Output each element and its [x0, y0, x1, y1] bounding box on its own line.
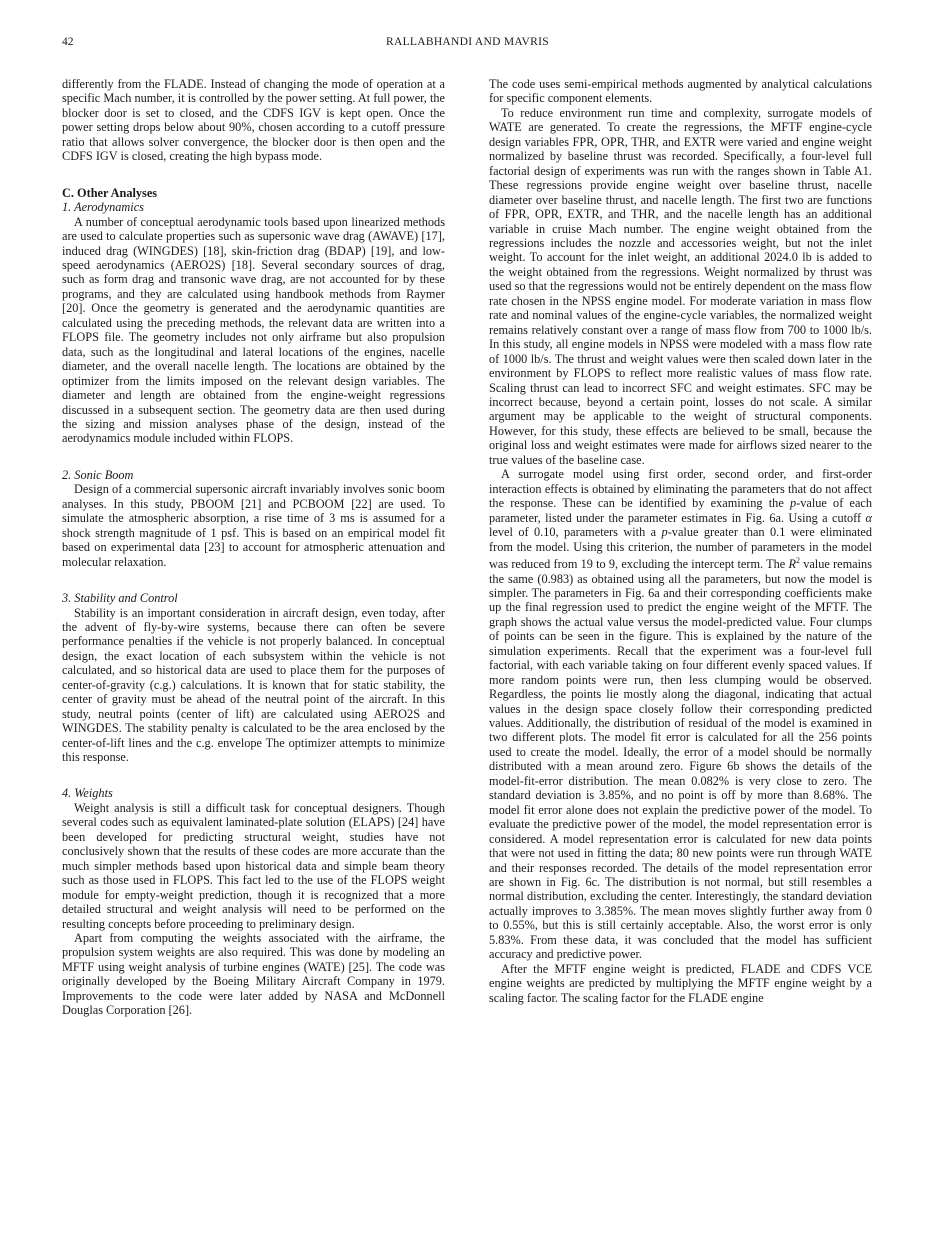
- text-run: level of 0.10, parameters with a: [489, 525, 662, 540]
- subsection-heading-weights: 4. Weights: [62, 786, 113, 801]
- subsection-heading-sonic-boom: 2. Sonic Boom: [62, 467, 134, 482]
- math-p: p: [789, 496, 797, 511]
- paragraph-aerodynamics: A number of conceptual aerodynamic tools based upon linearized methods are used to calculate properties such as supersonic wave drag (AWAVE) [17], induced drag (WINGDES) [18], skin-friction drag (BDAP) [19], and low-speed aerodynamics (AERO2S) [18]. Several secondary sources of drag, such as form drag and transonic wave drag, are not accounted for by these programs, and they are calculated using handbook methods from Raymer [20]. Once the geometry is generated and the aerodynamic quantities are calculated using the preceding methods, the relevant data are written into a FLOPS file. The geometry includes not only airframe but also propulsion data, such as the longitudinal and lateral locations of the engines, nacelle diameter, and the overall nacelle length. The locations are obtained by the optimizer from the limits imposed on the relevant design variables. The diameter and length are obtained from the engine-weight regressions discussed in a subsequent section. The geometry data are then used during the sizing and mission analyses phase of the design, instead of the aerodynamics module included within FLOPS.: [62, 214, 445, 446]
- paragraph-weights-1: Weight analysis is still a difficult task for conceptual designers. Though several codes such as equivalent laminated-plate solution (ELAPS) [24] have been developed for predicting structural weight, studies have not conclusively shown that the results of these codes are more accurate than the much simpler methods based upon historical data and simple beam theory such as those used in FLOPS. This fact led to the use of the FLOPS weight module for empty-weight prediction, though it is recognized that a more detailed structural and weight analysis will need to be performed on the resulting concepts before proceeding to preliminary design.: [62, 800, 445, 931]
- paragraph-engine-scaling: After the MFTF engine weight is predicted, FLADE and CDFS VCE engine weights are predicted by multiplying the MFTF engine weight by a scaling factor. The scaling factor for the FLADE engine: [489, 961, 872, 1005]
- left-column: [62, 77, 445, 1018]
- text-run: -value of each parameter, listed under the parameter estimates in Fig. 6a. Using a cutoff: [489, 496, 873, 525]
- paragraph-weights-2: Apart from computing the weights associated with the airframe, the propulsion system weights are also required. This was done by modeling an MFTF using weight analysis of turbine engines (WATE) [25]. The code was originally developed by the Boeing Military Aircraft Company in 1979. Improvements to the code were later added by NASA and McDonnell Douglas Corporation [26].: [62, 931, 445, 1018]
- text-run: -value greater than 0.1 were eliminated from the model. Using this criterion, the number of parameters in the model was reduced from 19 to 9, excluding the intercept term. The: [489, 525, 873, 572]
- page-header: [62, 36, 873, 52]
- paragraph-surrogate-regression: [489, 467, 872, 962]
- paragraph-sonic-boom: Design of a commercial supersonic aircraft invariably involves sonic boom analyses. In this study, PBOOM [21] and PCBOOM [22] are used. To simulate the atmospheric absorption, a rise time of 3 ms is assumed for a shock strength magnitude of 1 psf. This is based on an empirical model fit based on experimental data [23] to account for atmospheric attenuation and molecular relaxation.: [62, 482, 445, 569]
- paragraph-surrogate-models: To reduce environment run time and complexity, surrogate models of WATE are generated. To create the regressions, the MFTF engine-cycle design variables FPR, OPR, THR, and EXTR were varied and engine weight normalized by baseline thrust was recorded. Specifically, a four-level full factorial design of experiments was run with the ranges shown in Table A1. These regressions provide engine weight over baseline thrust, nacelle diameter over baseline thrust, and nacelle length. The first two are functions of FPR, OPR, EXTR, and THR, and the nacelle length has an additional variable in cruise Mach number. The engine weight obtained from the regressions includes the nozzle and accessories weight, but not the inlet weight. To account for the inlet weight, an additional 2024.0 lb is added to the weight obtained from the regressions. Weight normalized by thrust was used so that the regressions would not be entirely dependent on the mass flow rate chosen in the NPSS engine model. For moderate variation in mass flow rate and nominal values of the engine-cycle variables, the normalized weight remains relatively constant over a range of mass flow from 700 to 1000 lb/s. In this study, all engine models in NPSS were modeled with a mass flow rate of 1000 lb/s. The thrust and weight values were then scaled down later in the environment by FLOPS to reflect more realistic values of mass flow rate. Scaling thrust can lead to incorrect SFC and weight estimates. SFC may be incorrect because, beyond a certain point, losses do not scale. A similar argument may be applicable to the weight of structural components. However, for this study, these effects are believed to be small, because the original loss and weight estimates were made for airflows sized nearer to the true values of the baseline case.: [489, 105, 872, 467]
- math-p: p: [661, 525, 668, 540]
- subsection-heading-stability: 3. Stability and Control: [62, 591, 178, 606]
- subsection-heading-aerodynamics: 1. Aerodynamics: [62, 200, 144, 215]
- math-superscript: 2: [795, 555, 800, 565]
- math-r: R: [788, 557, 796, 572]
- text-run: value remains the same (0.983) as obtained using all the parameters, but now the model is simpler. The parameters in Fig. 6a and their corresponding coefficients make up the final regression used to predict the engine weight of the MFTF. The graph shows the actual value versus the model-predicted value. Four clumps of points can be seen in the figure. This is explained by the nature of the simulation experiments. Recall that the experiment was a four-level full factorial, with each variable taking on four different evenly spaced values. If more random points were run, then less clumping would be observed. Regardless, the points lie mostly along the diagonal, indicating that actual values in the design space closely follow their corresponding predicted values. Additionally, the distribution of residual of the model is examined in two different plots. The model fit error is calculated for all the 256 points used to create the model. Ideally, the error of a model should be normally distributed with a mean around zero. Figure 6b shows the details of the model-fit-error distribution. The mean 0.082% is very close to zero. The standard deviation is 3.85%, and no point is off by more than 8.68%. The model fit error alone does not explain the predictive power of the model. To evaluate the predictive power of the model, the model representation error is considered. A model representation error is calculated for new data points that were not used in fitting the data; 80 new points were run through WATE and their responses recorded. The details of the model representation error are shown in Fig. 6c. The distribution is not normal, but still resembles a normal distribution, excluding the center. Interestingly, the standard deviation actually improves to 3.385%. The mean moves slightly further away from 0 to 0.55%, but this is still certainly acceptable. Also, the worst error is only 5.83%. From these data, it was concluded that the model has sufficient accuracy and predictive power.: [489, 557, 872, 962]
- paragraph-code-methods: The code uses semi-empirical methods augmented by analytical calculations for specific component elements.: [489, 77, 872, 106]
- math-alpha: α: [865, 510, 872, 525]
- running-title: RALLABHANDI AND MAVRIS: [386, 36, 549, 48]
- page-number: 42: [62, 36, 74, 48]
- paragraph-intro: differently from the FLADE. Instead of changing the mode of operation at a specific Mach number, it is controlled by the power setting. At full power, the blocker door is set to closed, and the CDFS IGV is kept open. Once the power setting drops below about 90%, chosen according to a cutoff pressure ratio that allows solver convergence, the blocker door is then open and the CDFS IGV is closed, creating the high bypass mode.: [62, 77, 445, 164]
- right-column: [489, 77, 872, 1005]
- paragraph-stability: Stability is an important consideration in aircraft design, even today, after the advent of fly-by-wire systems, because there can often be severe performance penalties if the vehicle is not properly balanced. In conceptual design, the exact location of each subsystem within the vehicle is not calculated, and so historical data are used to place them for the purposes of center-of-gravity (c.g.) calculations. It is known that for static stability, the center of gravity must be ahead of the neutral point of the aircraft. In this study, neutral points (center of lift) are calculated using AERO2S and WINGDES. The stability penalty is calculated to be the area enclosed by the center-of-lift lines and the c.g. envelope The optimizer attempts to minimize this response.: [62, 605, 445, 765]
- section-heading-other-analyses: C. Other Analyses: [62, 185, 158, 200]
- text-run: A surrogate model using first order, second order, and first-order interaction effects is obtained by eliminating the parameters that do not affect the response. These can be identified by examining the: [489, 467, 872, 511]
